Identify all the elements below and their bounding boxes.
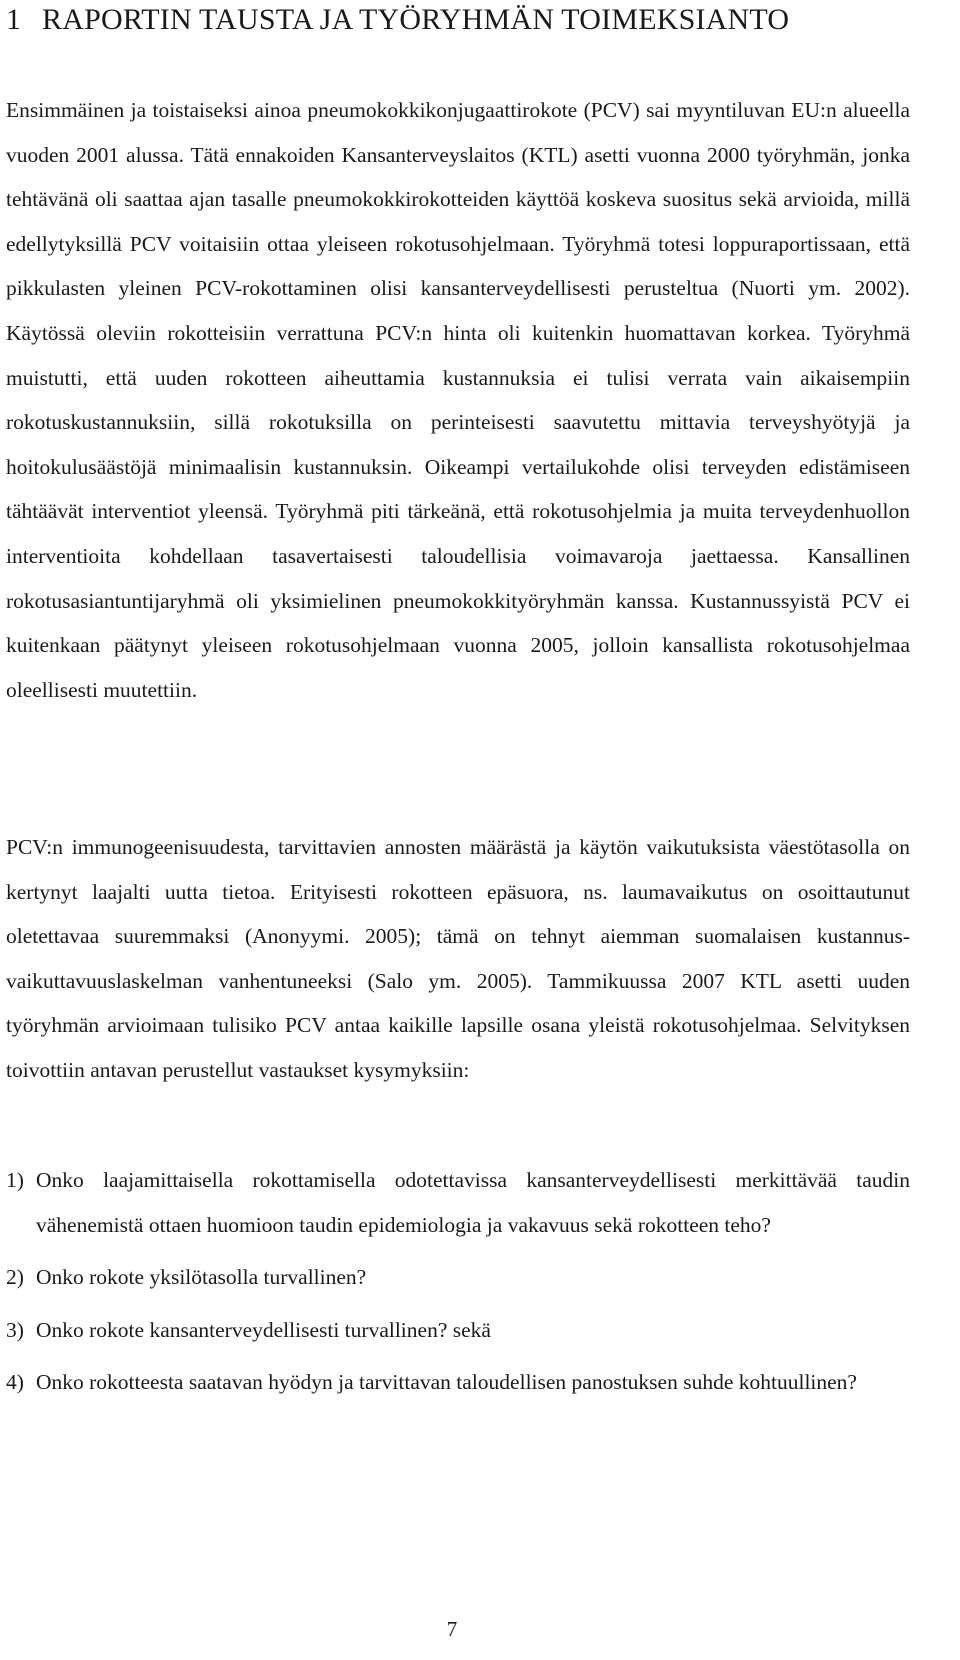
paragraph-background: Ensimmäinen ja toistaiseksi ainoa pneumokokkikonjugaattirokote (PCV) sai myyntiluvan EU:n alueella vuoden 2001 alussa. Tätä ennakoiden Kansanterveyslaitos (KTL) asetti vuonna 2000 työryhmän, jonka tehtävänä oli saattaa ajan tasalle pneumokokkirokotteiden käyttöä koskeva suositus sekä arvioida, millä edellytyksillä PCV voitaisiin ottaa yleiseen rokotusohjelmaan. Työryhmä totesi loppuraportissaan, että pikkulasten yleinen PCV-rokottaminen olisi kansanterveydellisesti perusteltua (Nuorti ym. 2002). Käytössä oleviin rokotteisiin verrattuna PCV:n hinta oli kuitenkin huomattavan korkea. Työryhmä muistutti, että uuden rokotteen aiheuttamia kustannuksia ei tulisi verrata vain aikaisempiin rokotuskustannuksiin, sillä rokotuksilla on perinteisesti saavutettu mittavia terveyshyötyjä ja hoitokulusäästöjä minimaalisin kustannuksin. Oikeampi vertailukohde olisi terveyden edistämiseen tähtäävät interventiot yleensä. Työryhmä piti tärkeänä, että rokotusohjelmia ja muita terveydenhuollon interventioita kohdellaan tasavertaisesti taloudellisia voimavaroja jaettaessa. Kansallinen rokotusasiantuntijaryhmä oli yksimielinen pneumokokkityöryhmän kanssa. Kustannussyistä PCV ei kuitenkaan päätynyt yleiseen rokotusohjelmaan vuonna 2005, jolloin kansallista rokotusohjelmaa oleellisesti muutettiin. [6, 98, 910, 702]
section-heading [6, 0, 789, 40]
question-item [6, 1360, 910, 1405]
question-text: Onko rokote yksilötasolla turvallinen? [36, 1265, 367, 1290]
paragraph-new-evidence: PCV:n immunogeenisuudesta, tarvittavien annosten määrästä ja käytön vaikutuksista väestötasolla on kertynyt laajalti uutta tietoa. Erityisesti rokotteen epäsuora, ns. laumavaikutus on osoittautunut oletettavaa suuremmaksi (Anonyymi. 2005); tämä on tehnyt aiemman suomalaisen kustannus-vaikuttavuuslaskelman vanhentuneeksi (Salo ym. 2005). Tammikuussa 2007 KTL asetti uuden työryhmän arvioimaan tulisiko PCV antaa kaikille lapsille osana yleistä rokotusohjelmaa. Selvityksen toivottiin antavan perustellut vastaukset kysymyksiin: [6, 835, 910, 1082]
section-number: 1 [6, 3, 22, 36]
question-item [6, 1158, 910, 1247]
question-text: Onko rokote kansanterveydellisesti turvallinen? sekä [36, 1317, 491, 1342]
section-title: RAPORTIN TAUSTA JA TYÖRYHMÄN TOIMEKSIANTO [42, 3, 790, 36]
question-text: Onko laajamittaisella rokottamisella odotettavissa kansanterveydellisesti merkittävää taudin vähenemistä ottaen huomioon taudin epidemiologia ja vakavuus sekä rokotteen teho? [36, 1168, 910, 1237]
question-number: 4) [6, 1370, 24, 1395]
page-number: 7 [446, 1617, 458, 1641]
question-list [6, 1158, 910, 1413]
question-item [6, 1255, 910, 1300]
question-item [6, 1308, 910, 1353]
question-number: 3) [6, 1317, 24, 1342]
question-text: Onko rokotteesta saatavan hyödyn ja tarvittavan taloudellisen panostuksen suhde kohtuullinen? [36, 1370, 857, 1395]
question-number: 2) [6, 1265, 24, 1290]
question-number: 1) [6, 1168, 24, 1192]
